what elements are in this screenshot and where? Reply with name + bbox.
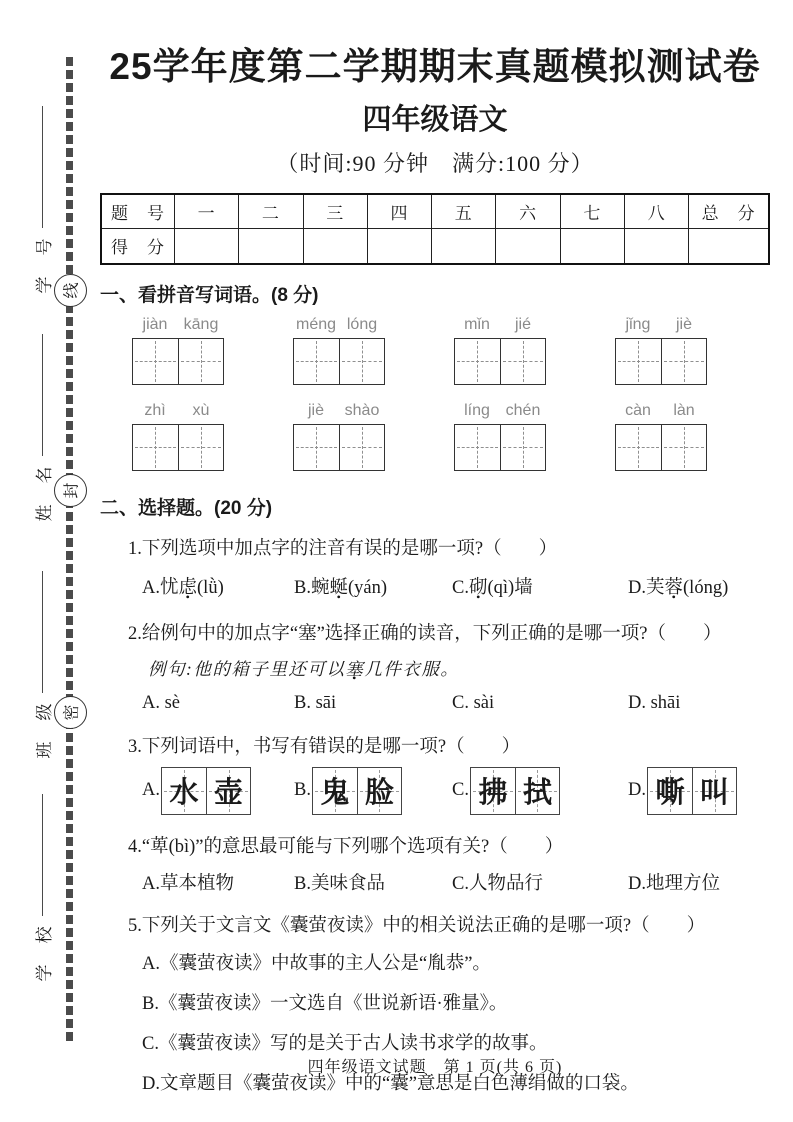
writing-cell [455, 425, 500, 470]
question-2-options [100, 693, 770, 714]
pinyin-syllable: lóng [346, 315, 378, 333]
handwriting-cell [692, 768, 736, 814]
exam-meta: （时间:90 分钟 满分:100 分） [276, 150, 594, 176]
pinyin-syllable: chén [505, 401, 541, 419]
pinyin-syllable: kāng [183, 315, 219, 333]
field-label: 姓 名 [34, 464, 54, 522]
margin-field-name [30, 328, 54, 528]
handwriting-cell [313, 768, 357, 814]
table-header-cell: 二 [239, 194, 303, 229]
option-text: A.忧 [142, 577, 179, 598]
option-a [142, 573, 294, 599]
page-subtitle: 四年级语文 [362, 103, 508, 136]
handwritten-char: 嘶 [655, 777, 685, 810]
pinyin-label [615, 402, 707, 424]
option-text: D.芙 [628, 577, 665, 598]
question-4-stem: 4.“萆(bì)”的意思最可能与下列哪个选项有关?（ ） [128, 836, 564, 857]
score-table-header-row [101, 194, 769, 229]
option-d: D.地理方位 [628, 873, 720, 894]
writing-box [293, 338, 385, 385]
seal-char: 线 [63, 282, 81, 299]
writing-cell [661, 425, 707, 470]
handwritten-char: 脸 [364, 777, 394, 810]
table-header-cell: 三 [303, 194, 367, 229]
table-header-cell: 八 [625, 194, 689, 229]
field-blank-line [42, 107, 43, 229]
pinyin-group [454, 316, 546, 385]
seal-char-circle [54, 474, 87, 507]
writing-box [454, 424, 546, 471]
option-c [452, 767, 628, 815]
handwritten-char: 水 [169, 777, 199, 810]
score-cell [496, 229, 560, 264]
option-a: A.《囊萤夜读》中故事的主人公是“胤恭”。 [142, 953, 491, 974]
example-text: 几件衣服。 [364, 658, 460, 679]
option-d [628, 573, 770, 599]
score-cell [239, 229, 303, 264]
pinyin-syllable: líng [464, 401, 490, 419]
dotted-char: 虑 [178, 577, 198, 598]
dotted-char: 蓉 [664, 577, 684, 598]
handwriting-box [647, 767, 737, 815]
writing-box [615, 424, 707, 471]
writing-cell [133, 339, 178, 384]
handwriting-box [312, 767, 402, 815]
option-text: (lǜ) [197, 577, 224, 598]
question-4-options [100, 869, 770, 895]
pinyin-label [132, 402, 224, 424]
question-1-options [100, 573, 770, 599]
handwriting-cell [648, 768, 692, 814]
score-cell [689, 229, 769, 264]
writing-cell [294, 339, 339, 384]
question-1-stem: 1.下列选项中加点字的注音有误的是哪一项?（ ） [128, 538, 558, 559]
writing-cell [178, 339, 224, 384]
pinyin-row-2 [100, 402, 770, 471]
handwritten-char: 拂 [478, 777, 508, 810]
option-c [452, 573, 628, 599]
margin-field-school [30, 788, 54, 988]
pinyin-label [454, 402, 546, 424]
option-b: B.美味食品 [294, 873, 385, 894]
section-one-heading: 一、看拼音写词语。(8 分) [100, 284, 319, 306]
table-row-label: 得 分 [101, 229, 174, 264]
option-c: C. sài [452, 692, 495, 713]
seal-char-circle [54, 274, 87, 307]
handwriting-cell [357, 768, 401, 814]
pinyin-syllable: jiàn [142, 315, 168, 333]
page-footer: 四年级语文试题 第 1 页(共 6 页) [307, 1059, 563, 1076]
table-header-cell: 五 [432, 194, 496, 229]
pinyin-label [293, 316, 385, 338]
writing-cell [178, 425, 224, 470]
pinyin-syllable: jié [514, 315, 531, 333]
seal-dashed-line [66, 57, 73, 1043]
margin-field-student-number [30, 100, 54, 300]
pinyin-group [132, 402, 224, 471]
writing-cell [661, 339, 707, 384]
pinyin-label [293, 402, 385, 424]
table-header-cell: 七 [560, 194, 624, 229]
score-cell [625, 229, 689, 264]
pinyin-syllable: jiè [307, 401, 324, 419]
handwritten-char: 鬼 [320, 777, 350, 810]
option-d [628, 767, 770, 815]
table-header-cell: 四 [367, 194, 431, 229]
seal-char: 密 [63, 704, 81, 721]
option-d: D.文章题目《囊萤夜读》中的“囊”意思是白色薄绢做的口袋。 [142, 1073, 639, 1094]
pinyin-syllable: shào [344, 401, 380, 419]
handwriting-cell [515, 768, 559, 814]
field-blank-line [42, 795, 43, 917]
field-blank-line [42, 335, 43, 457]
section-two-heading: 二、选择题。(20 分) [100, 497, 273, 519]
handwritten-char: 叫 [699, 777, 729, 810]
page-title: 25学年度第二学期期末真题模拟测试卷 [109, 46, 761, 87]
seal-char: 封 [63, 482, 81, 499]
option-text: (yán) [347, 577, 388, 598]
score-table-score-row [101, 229, 769, 264]
field-label: 学 校 [34, 924, 54, 982]
pinyin-syllable: làn [673, 401, 695, 419]
table-header-cell: 一 [174, 194, 238, 229]
writing-cell [339, 339, 385, 384]
pinyin-group [615, 402, 707, 471]
margin-field-class [30, 565, 54, 765]
example-sentence [100, 656, 770, 681]
example-text: 例句:他的箱子里还可以 [148, 658, 346, 679]
dotted-char: 蜒 [329, 577, 348, 598]
writing-box [132, 424, 224, 471]
writing-cell [339, 425, 385, 470]
handwriting-box [161, 767, 251, 815]
option-d: D. shāi [628, 692, 681, 713]
option-c: C.人物品行 [452, 873, 543, 894]
writing-cell [294, 425, 339, 470]
option-c: C.《囊萤夜读》写的是关于古人读书求学的故事。 [142, 1033, 548, 1054]
question-3-stem: 3.下列词语中，书写有错误的是哪一项?（ ） [128, 736, 521, 757]
dotted-char: 砌 [468, 577, 488, 598]
field-blank-line [42, 572, 43, 694]
pinyin-group [293, 402, 385, 471]
option-label: D. [628, 780, 646, 801]
table-header-cell: 总 分 [689, 194, 769, 229]
score-cell [367, 229, 431, 264]
writing-box [293, 424, 385, 471]
writing-cell [133, 425, 178, 470]
pinyin-syllable: méng [295, 315, 337, 333]
option-b [294, 767, 452, 815]
pinyin-row-1 [100, 316, 770, 385]
pinyin-label [615, 316, 707, 338]
score-cell [560, 229, 624, 264]
option-a [142, 767, 294, 815]
writing-box [132, 338, 224, 385]
option-text: C. [452, 577, 469, 598]
option-b: B. sāi [294, 692, 337, 713]
handwriting-cell [162, 768, 206, 814]
question-5-stem: 5.下列关于文言文《囊萤夜读》中的相关说法正确的是哪一项?（ ） [128, 915, 706, 936]
score-cell [303, 229, 367, 264]
question-2-stem: 2.给例句中的加点字“塞”选择正确的读音，下列正确的是哪一项?（ ） [128, 623, 722, 644]
question-3-options [100, 767, 770, 815]
handwritten-char: 壶 [213, 777, 243, 810]
writing-cell [616, 425, 661, 470]
writing-cell [455, 339, 500, 384]
pinyin-label [132, 316, 224, 338]
option-a: A. sè [142, 692, 181, 713]
option-a: A.草本植物 [142, 873, 234, 894]
option-label: C. [452, 780, 469, 801]
pinyin-syllable: zhì [144, 401, 166, 419]
writing-cell [500, 425, 546, 470]
table-header-cell: 题 号 [101, 194, 174, 229]
pinyin-group [293, 316, 385, 385]
writing-cell [616, 339, 661, 384]
pinyin-group [454, 402, 546, 471]
exam-page [100, 0, 770, 1097]
writing-cell [500, 339, 546, 384]
option-label: B. [294, 780, 311, 801]
option-b [294, 573, 452, 599]
handwritten-char: 拭 [522, 777, 552, 810]
pinyin-syllable: jiè [675, 315, 692, 333]
pinyin-syllable: jǐng [625, 315, 651, 333]
option-b: B.《囊萤夜读》一文选自《世说新语·雅量》。 [142, 993, 508, 1014]
writing-box [615, 338, 707, 385]
score-cell [432, 229, 496, 264]
handwriting-cell [471, 768, 515, 814]
pinyin-syllable: mǐn [464, 315, 490, 333]
option-text: (lóng) [683, 577, 729, 598]
pinyin-group [132, 316, 224, 385]
seal-char-circle [54, 696, 87, 729]
score-table [100, 193, 770, 265]
option-text: (qì)墙 [487, 577, 533, 598]
option-label: A. [142, 780, 160, 801]
pinyin-label [454, 316, 546, 338]
handwriting-cell [206, 768, 250, 814]
option-text: B.蜿 [294, 577, 330, 598]
dotted-char: 塞 [345, 658, 365, 679]
pinyin-group [615, 316, 707, 385]
handwriting-box [470, 767, 560, 815]
score-cell [174, 229, 238, 264]
field-label: 学 号 [34, 236, 54, 294]
writing-box [454, 338, 546, 385]
field-label: 班 级 [34, 701, 54, 759]
table-header-cell: 六 [496, 194, 560, 229]
pinyin-syllable: càn [625, 401, 651, 419]
pinyin-syllable: xù [192, 401, 210, 419]
